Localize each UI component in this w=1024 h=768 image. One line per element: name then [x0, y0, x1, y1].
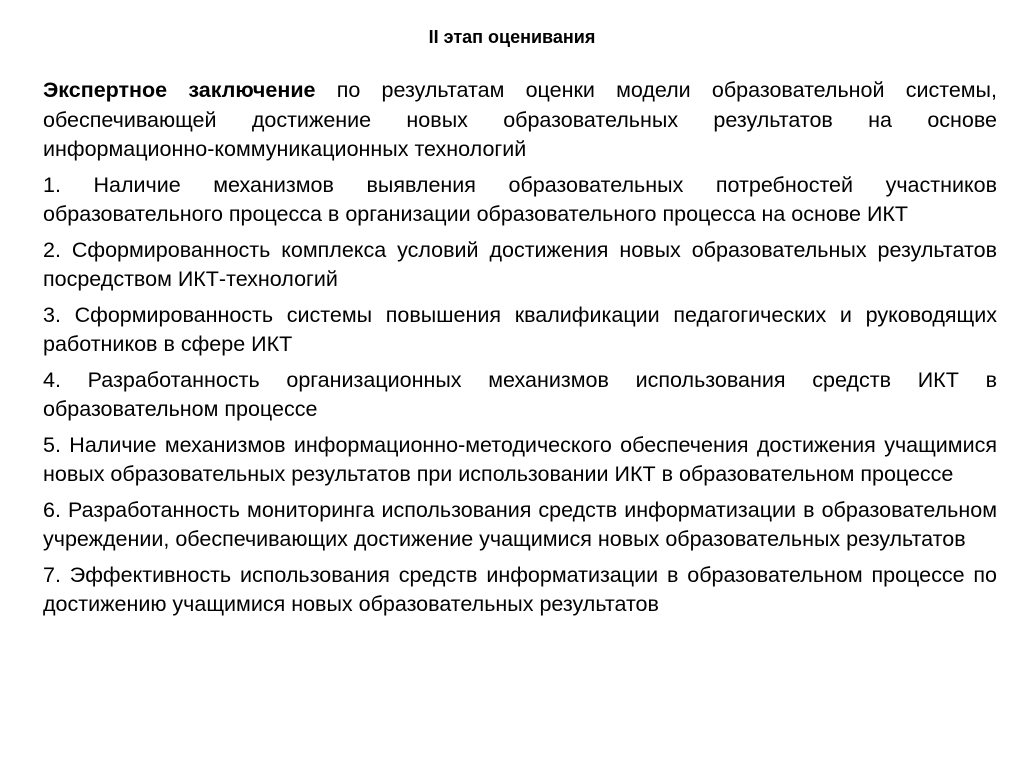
list-item: 4. Разработанность организационных механизмов использования средств ИКТ в образовательном процессе — [43, 367, 997, 421]
list-item: 7. Эффективность использования средств информатизации в образовательном процессе по достижению учащимися новых образовательных результатов — [43, 562, 997, 616]
intro-text: по результатам оценки модели образовательной системы, обеспечивающей достижение новых образовательных результатов на основе информационно-коммуникационных технологий — [43, 78, 997, 161]
slide-content — [43, 76, 997, 626]
list-item: 1. Наличие механизмов выявления образовательных потребностей участников образовательного процесса в организации образовательного процесса на основе ИКТ — [43, 172, 997, 226]
list-item: 5. Наличие механизмов информационно-методического обеспечения достижения учащимися новых образовательных результатов при использовании ИКТ в образовательном процессе — [43, 432, 997, 486]
list-item: 2. Сформированность комплекса условий достижения новых образовательных результатов посредством ИКТ-технологий — [43, 237, 997, 291]
list-item: 6. Разработанность мониторинга использования средств информатизации в образовательном учреждении, обеспечивающих достижение учащимися новых образовательных результатов — [43, 497, 997, 551]
list-item: 3. Сформированность системы повышения квалификации педагогических и руководящих работников в сфере ИКТ — [43, 302, 997, 356]
intro-paragraph — [43, 76, 997, 165]
slide-title: II этап оценивания — [428, 27, 596, 47]
intro-bold-lead: Экспертное заключение — [43, 78, 316, 102]
